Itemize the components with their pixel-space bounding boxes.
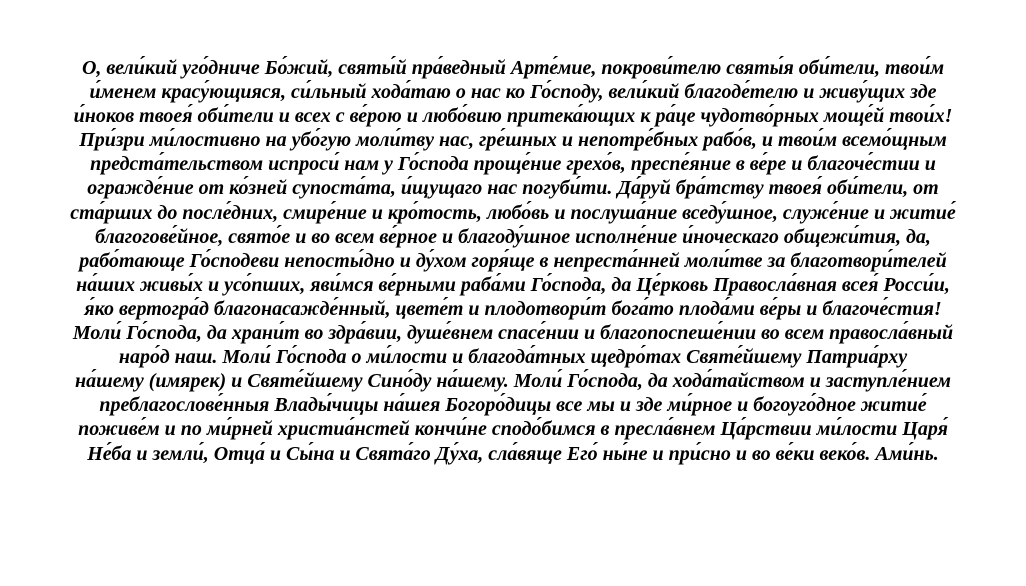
prayer-line: огражде́ние от ко́зней супоста́та, и́щущаго нас погуби́ти. Да́руй бра́тству твоея́ оби́тели, от xyxy=(87,177,939,200)
prayer-line: преблагослове́нныя Влады́чицы на́шея Богоро́дицы все мы и зде ми́рное и богоуго́дное житие́ xyxy=(99,394,927,417)
prayer-line: на́ших живы́х и усо́пших, яви́мся ве́рными раба́ми Го́спода, да Це́рковь Правосла́вная всея́ Росси́и, xyxy=(76,273,950,296)
prayer-line: ста́рших до после́дних, смире́ние и кро́тость, любо́вь и послуша́ние вседу́шное, служе́ние и житие́ xyxy=(70,201,956,224)
prayer-text-block xyxy=(12,56,1014,466)
prayer-line: предста́тельством испроси́ нам у Го́спода проще́ние грехо́в, преспе́яние в ве́ре и благоче́стии и xyxy=(90,153,936,176)
prayer-line: и́ноков твоея́ оби́тели и всех с ве́рою и любо́вию притека́ющих к ра́це чудотво́рных моще́й твои́х! xyxy=(73,105,953,128)
prayer-line: наро́д наш. Моли́ Го́спода о ми́лости и благода́тных щедро́тах Святе́йшему Патриа́рху xyxy=(118,346,908,369)
prayer-line: благогове́йное, свято́е и во всем ве́рное и благоду́шное исполне́ние и́ноческаго общежи́тия, да, xyxy=(95,225,931,248)
prayer-line: и́менем красу́ющияся, си́льный хода́таю о нас ко Го́споду, вели́кий благоде́телю и живу́щих зде xyxy=(89,81,937,104)
prayer-line: на́шему (имярек) и Святе́йшему Сино́ду на́шему. Моли́ Го́спода, да хода́тайством и заступле́нием xyxy=(74,370,952,393)
prayer-line: При́зри ми́лостивно на убо́гую моли́тву нас, гре́шных и непотре́бных рабо́в, и твои́м всемо́щным xyxy=(79,129,947,152)
prayer-line: О, вели́кий уго́дниче Бо́жий, святы́й пра́ведный Арте́мие, покрови́телю святы́я оби́тели, твои́м xyxy=(81,57,945,79)
prayer-line: поживе́м и по ми́рней христиа́нстей кончи́не сподо́бимся в пресла́внем Ца́рствии ми́лости Царя́ xyxy=(78,418,948,441)
prayer-line: я́ко вертогра́д благонасажде́нный, цвете́т и плодотвори́т бога́то плода́ми ве́ры и благоче́стия! xyxy=(84,297,942,320)
prayer-line: Моли́ Го́спода, да храни́т во здра́вии, душе́внем спасе́нии и благопоспеше́нии во всем правосла́вный xyxy=(72,322,954,345)
prayer-line: рабо́тающе Го́сподеви непосты́дно и ду́хом горя́ще в непреста́нней моли́тве за благотвори́телей xyxy=(79,249,947,272)
prayer-line: Не́ба и земли́, Отца́ и Сы́на и Свята́го Ду́ха, сла́вяще Его́ ны́не и при́сно и во ве́ки веко́в. Ами́нь. xyxy=(87,442,939,465)
